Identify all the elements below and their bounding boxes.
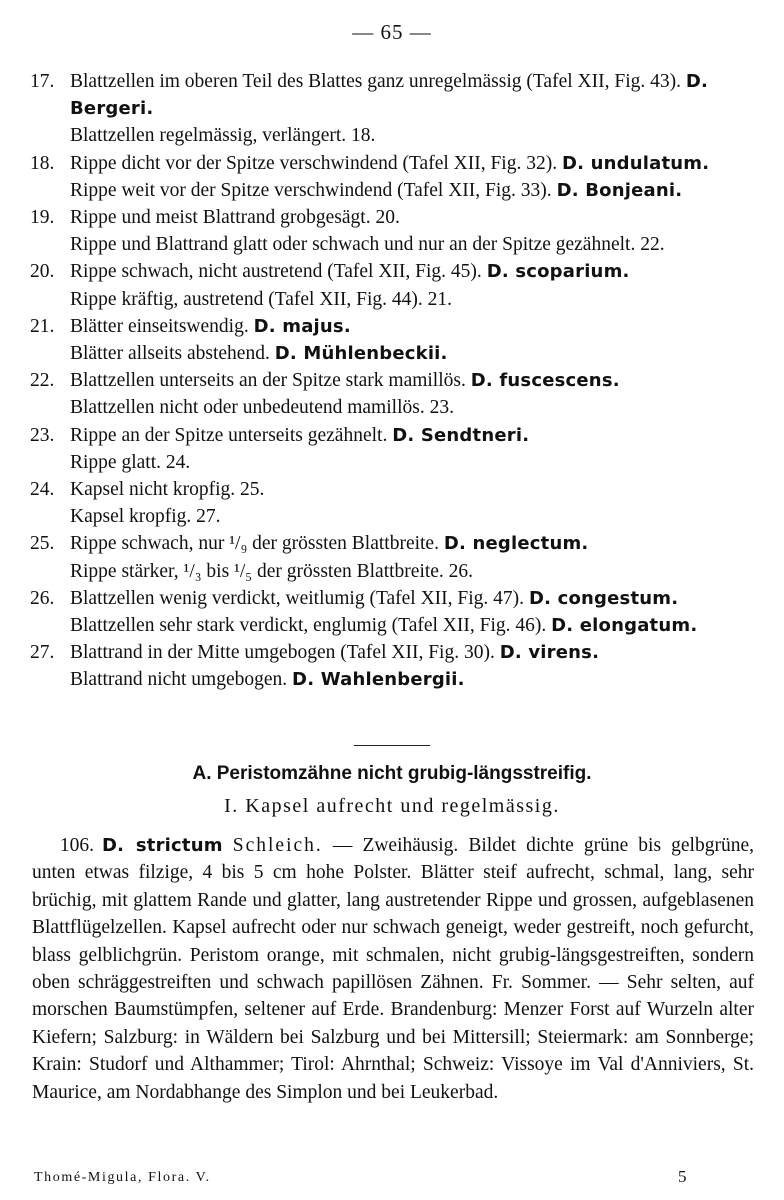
footer-citation: Thomé-Migula, Flora. V. [34,1170,211,1185]
key-option-b [70,177,760,204]
key-text: Rippe und Blattrand glatt oder schwach und nur an der Spitze gezähnelt. 22. [70,234,665,256]
species-number: 106. [59,835,94,856]
taxon-name: D. Wahlenbergii. [292,669,465,691]
species-author: Schleich. [232,835,323,856]
key-entry [30,367,760,421]
taxon-name: D. Sendtneri. [392,424,530,446]
key-text: Rippe dicht vor der Spitze verschwindend (Tafel XII, Fig. 32). [70,152,558,174]
key-number: 24. [30,479,55,501]
key-option-a [70,585,760,612]
key-text: Rippe weit vor der Spitze verschwindend (Tafel XII, Fig. 33). [70,179,552,201]
taxon-name: D. Bonjeani. [556,179,683,201]
key-entry [30,639,760,693]
key-text: Blattzellen wenig verdickt, weitlumig (Tafel XII, Fig. 47). [70,587,525,609]
key-number: 17. [30,71,55,92]
key-text: Blattrand in der Mitte umgebogen (Tafel XII, Fig. 30). [70,642,495,664]
taxon-name: D. scoparium. [486,261,630,283]
key-number: 19. [30,207,55,229]
key-option-a [70,68,760,122]
key-entry [30,585,760,639]
species-name: D. strictum [102,835,223,856]
key-entry [30,68,760,150]
key-number: 25. [30,533,55,555]
taxon-name: D. elongatum. [551,615,698,637]
key-text: Blattzellen nicht oder unbedeutend mamillös. 23. [70,397,454,419]
key-text: Blätter einseitswendig. [70,315,249,337]
key-text: Blattzellen sehr stark verdickt, englumig (Tafel XII, Fig. 46). [70,615,547,637]
footer-signature: 5 [678,1167,687,1186]
key-text: Kapsel nicht kropfig. 25. [70,479,265,501]
key-entry [30,204,760,258]
taxon-name: D. majus. [253,315,351,337]
key-option-b [70,503,760,530]
key-number: 22. [30,370,55,392]
key-option-a [70,313,760,340]
key-number: 23. [30,424,55,446]
key-option-a [70,367,760,394]
key-option-a [70,422,760,449]
key-entry [30,530,760,584]
taxon-name: D. congestum. [528,587,679,609]
section-divider [354,745,430,746]
key-number: 20. [30,261,55,283]
key-entry [30,476,760,530]
key-option-a [70,204,760,231]
key-entry [30,422,760,476]
key-text: Blattzellen im oberen Teil des Blattes ganz unregelmässig (Tafel XII, Fig. 43). [70,71,681,92]
key-text: Rippe an der Spitze unterseits gezähnelt. [70,424,388,446]
taxon-name: D. fuscescens. [470,370,620,392]
page-number: — 65 — [352,20,432,44]
key-number: 26. [30,587,55,609]
key-option-b [70,666,760,693]
species-description [32,832,754,1106]
key-option-a [70,150,760,177]
key-entry [30,313,760,367]
key-option-a [70,258,760,285]
key-option-b [70,340,760,367]
taxon-name: D. Bergeri. [70,71,709,120]
key-number: 21. [30,315,55,337]
key-option-b [70,612,760,639]
key-option-b [70,449,760,476]
key-text: Rippe glatt. 24. [70,451,191,473]
taxon-name: D. Mühlenbeckii. [274,343,448,365]
taxon-name: D. undulatum. [561,152,710,174]
key-option-a [70,476,760,503]
key-entry [30,258,760,312]
key-text: Blätter allseits abstehend. [70,343,270,365]
key-option-b [70,231,760,258]
key-entry [30,150,760,204]
identification-key [30,68,760,694]
key-option-a [70,639,760,666]
taxon-name: D. virens. [499,642,600,664]
key-option-b [70,286,760,313]
key-text: Rippe kräftig, austretend (Tafel XII, Fig. 44). 21. [70,288,453,310]
subsection-heading: I. Kapsel aufrecht und regelmässig. [224,795,560,817]
key-number: 27. [30,642,55,664]
key-option-a [70,530,760,557]
key-number: 18. [30,152,55,174]
key-option-b [70,122,760,149]
key-option-b [70,394,760,421]
key-text: Blattrand nicht umgebogen. [70,669,288,691]
key-text: Rippe schwach, nur ¹/₉ der grössten Blattbreite. [70,533,439,555]
key-text: Rippe stärker, ¹/₃ bis ¹/₅ der grössten Blattbreite. 26. [70,560,474,582]
key-option-b [70,558,760,585]
key-text: Blattzellen regelmässig, verlängert. 18. [70,125,376,147]
key-text: Kapsel kropfig. 27. [70,506,221,528]
key-text: Blattzellen unterseits an der Spitze stark mamillös. [70,370,466,392]
species-text: — Zweihäusig. Bildet dichte grüne bis gelbgrüne, unten etwas filzige, 4 bis 5 cm hohe Polster. Blätter steif aufrecht, schmal, lang, sehr brüchig, mit glattem Rande und glatter, lang austretender Rippe und grossen, aufgeblasenen Blattflügelzellen. Kapsel aufrecht oder nur schwach geneigt, weder gestreift, noch gefurcht, blass gelblichgrün. Peristom orange, mit schmalen, nicht grubig-längsgestreiften, sondern oben schräggestreiften und schwach papillösen Zähnen. Fr. Sommer. — Sehr selten, auf morschen Baumstümpfen, seltener auf Erde. Brandenburg: Menzer Forst auf Wurzeln alter Kiefern; Salzburg: in Wäldern bei Salzburg und bei Mittersill; Steiermark: am Sonnberge; Krain: Studorf und Althammer; Tirol: Ahrnthal; Schweiz: Vissoye im Val d'Anniviers, St. Maurice, am Nordabhange des Simplon und bei Leukerbad. [32,835,754,1103]
key-text: Rippe schwach, nicht austretend (Tafel XII, Fig. 45). [70,261,482,283]
taxon-name: D. neglectum. [443,533,589,555]
key-text: Rippe und meist Blattrand grobgesägt. 20. [70,207,400,229]
section-heading: A. Peristomzähne nicht grubig-längsstreifig. [192,763,592,784]
